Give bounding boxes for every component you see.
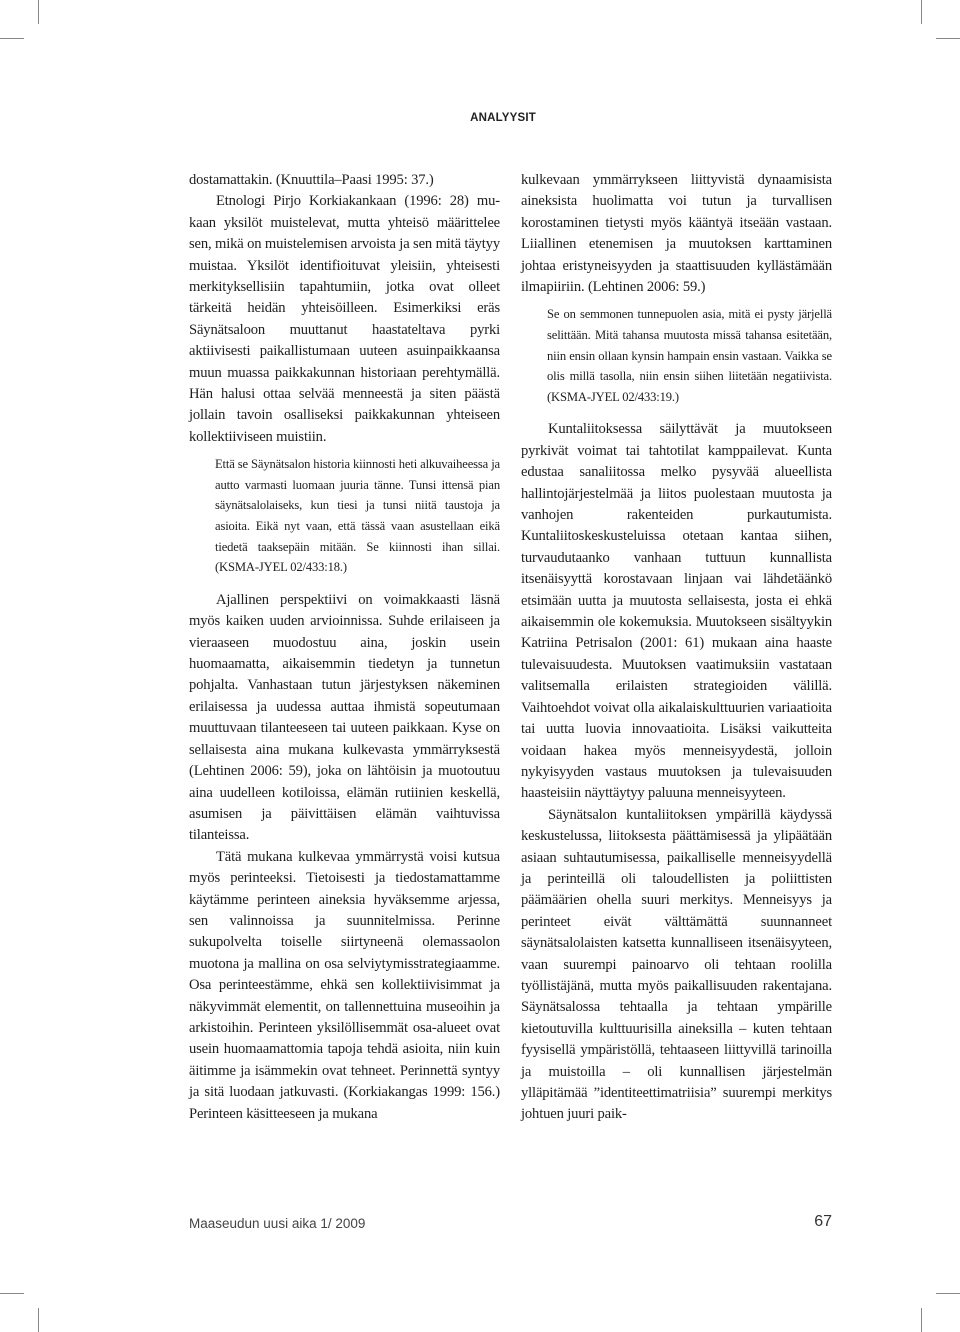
- crop-mark-top-left-h: [0, 38, 24, 39]
- left-text-column: [189, 170, 500, 1125]
- paragraph: dostamattakin. (Knuuttila–Paasi 1995: 37.): [189, 172, 434, 188]
- paragraph: Ajallinen perspektiivi on voimakkaasti läsnä myös kaiken uuden arvioinnissa. Suhde erilaiseen ja vieraaseen muodostuu aina, joskin usein huomaamatta, aikaisemmin tiedetyn ja tunnetun pohjalta. Vanhastaan tutun järjestyksen näkeminen erilaisessa ja uudessa auttaa ihmistä sopeutumaan muuttuvaan tilanteeseen tai uuteen paikkaan. Kyse on sellaisesta aina mukana kulkevasta ymmärryksestä (Lehtinen 2006: 59), joka on lähtöisin ja muotoutuu aina uudelleen kotiloissa, elämän rutiinien keskellä, asumisen ja päivittäisen elämän vaihtuvissa tilanteissa.: [189, 591, 500, 844]
- section-label: ANALYYSIT: [470, 112, 536, 124]
- crop-mark-bottom-left-v: [38, 1308, 39, 1332]
- interview-quote: Se on semmonen tunnepuolen asia, mitä ei pysty järjellä selittään. Mitä tahansa muutosta missä tahansa esitetään, niin ensin ollaan kynsin hampain ensin vastaan. Vaikka se olis millä tasolla, niin ensin siihen liitetään negatiivista. (KSMA-JYEL 02/433:19.): [547, 307, 832, 404]
- paragraph: kulkevaan ymmärrykseen liittyvistä dynaamisista aineksista huolimatta voi tutun ja turvallisen korostaminen tietysti myös kääntyä itseään vastaan. Liiallinen etenemisen ja muutoksen karttaminen johtaa eristyneisyyden ja staattisuuden kyllästämään ilmapiiriin. (Lehtinen 2006: 59.): [521, 172, 832, 296]
- crop-mark-top-left-v: [38, 0, 39, 24]
- paragraph: Tätä mukana kulkevaa ymmärrystä voisi kutsua myös perinteeksi. Tietoisesti ja tiedostamattamme käytämme perinteen aineksia hyväksemme arjessa, sen valinnoissa ja suunnitelmissa. Perinne sukupolvelta toiselle siirtyneenä olemassaolon muotona ja mallina on osa selviytymisstrategiaamme. Osa perinteestämme, ehkä sen kollektiivisimmat ja näkyvimmät elementit, on tallennettuina museoihin ja arkistoihin. Perinteen yksilöllisemmät osa-alueet ovat usein huomaamattomia tapoja tehdä asioita, niin kuin äitimme ja isämmekin ovat tehneet. Perinnettä syntyy ja sitä luodaan jatkuvasti. (Korkiakangas 1999: 156.) Perinteen käsitteeseen ja mukana: [189, 848, 500, 1122]
- paragraph: Kuntaliitoksessa säilyttävät ja muutokseen pyrkivät voimat tai tahtotilat kamppailevat. Kunta edustaa sanaliitossa melko pysyvää alueellista hallintojärjestelmää ja liitos puolestaan muutosta ja vanhojen rakenteiden purkautumista. Kuntaliitoskeskusteluissa otetaan kantaa siihen, turvaudutaanko vanhaan tuttuun kunnallista itsenäisyyttä korostavaan linjaan vai lähdetäänkö etsimään uutta ja muutosta sellaisesta, josta ei ehkä aikaisemmin ole kokemuksia. Muutokseen sisältyykin Katriina Petrisalon (2001: 61) mukaan aina haaste tulevaisuudesta. Muutoksen vaatimuksiin vastataan valitsemalla erilaisten strategioiden välillä. Vaihtoehdot voivat olla aikalaiskulttuurien variaatioita tai uutta luovia innovaatioita. Lisäksi vaikutteita voidaan hakea myös menneisyydestä, jolloin nykyisyyden vastaus muutoksen ja tulevaisuuden haasteisiin näyttäytyy paluuna menneisyyteen.: [521, 421, 832, 802]
- paragraph: Säynätsalon kuntaliitoksen ympärillä käydyssä keskustelussa, liitoksesta päättämisessä ja ylipäätään asiaan suhtautumisessa, paikalliselle menneisyydellä ja perinteillä oli taloudellisten ja poliittisten päämäärien ohella suuri merkitys. Menneisyys ja perinteet eivät välttämättä suunnanneet säynätsalolaisten katsetta kunnalliseen itsenäisyyteen, vaan suurempi painoarvo oli tehtaan roolilla työllistäjänä, mutta myös paikallisuuden rakentajana. Säynätsalossa tehtaalla ja tehtaan ympärille kietoutuvilla kulttuurisilla aineksilla – kuten tehtaan fyysisellä ympäristöllä, tehtaaseen liittyvillä tarinoilla ja muistoilla – oli kunnallisen järjestelmän ylläpitämää ”identiteettimatriisia” suurempi merkitys johtuen juuri paik-: [521, 806, 832, 1123]
- paragraph: Etnologi Pirjo Korkiakankaan (1996: 28) mu-kaan yksilöt muistelevat, mutta yhteisö määrittelee sen, mikä on muistelemisen arvoista ja sen mitä täytyy muistaa. Yksilöt identifioituvat yleisiin, yhteisesti merkityksellisiin tapahtumiin, jotka ovat olleet tärkeitä heidän yhteisöilleen. Esimerkiksi eräs Säynätsaloon muuttanut haastateltava pyrki aktiivisesti paikallistumaan uuteen asuinpaikkaansa muun muassa paikkakunnan historiaan perehtymällä. Hän halusi ottaa selvää menneestä ja siten päästä jollain tavoin osalliseksi paikkakunnan yhteiseen kollektiiviseen muistiin.: [189, 193, 500, 445]
- publication-name: Maaseudun uusi aika 1/ 2009: [189, 1216, 366, 1231]
- page-number: 67: [814, 1213, 832, 1230]
- crop-mark-bottom-right-h: [936, 1293, 960, 1294]
- crop-mark-bottom-left-h: [0, 1293, 24, 1294]
- crop-mark-bottom-right-v: [921, 1308, 922, 1332]
- interview-quote: Että se Säynätsalon historia kiinnosti heti alkuvaiheessa ja autto varmasti luomaan juuria tänne. Tunsi ittensä pian säynätsalolaiseks, kun tiesi ja tunsi niitä taustoja ja asioita. Eikä nyt vaan, että tässä vaan asustellaan eikä tiedetä taaksepäin mitään. Se kiinnosti ihan sillai. (KSMA-JYEL 02/433:18.): [215, 457, 500, 575]
- right-text-column: [521, 170, 832, 1126]
- crop-mark-top-right-h: [936, 38, 960, 39]
- crop-mark-top-right-v: [921, 0, 922, 24]
